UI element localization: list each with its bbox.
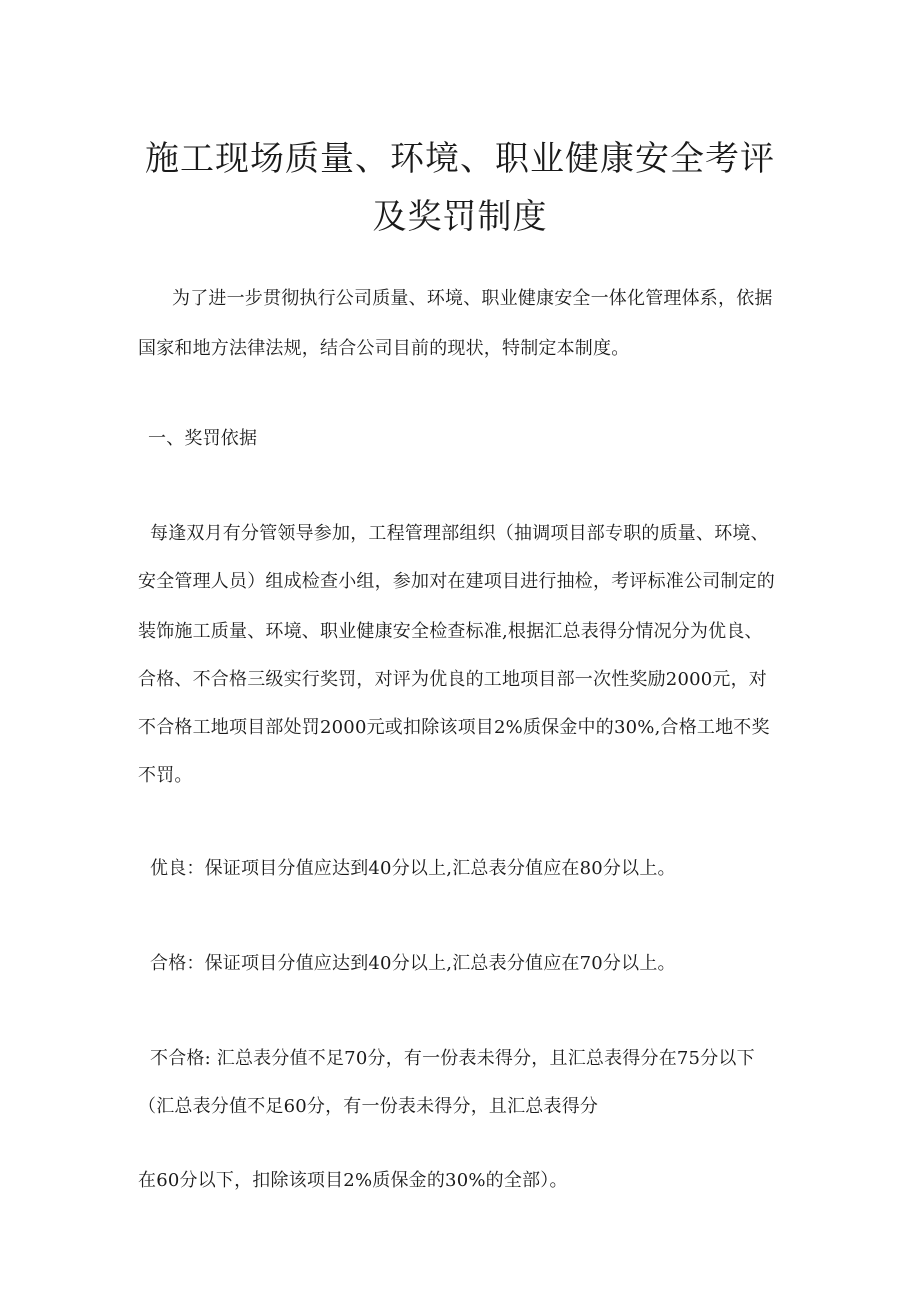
grade-fail-line-3: 在60分以下，扣除该项目2%质保金的30%的全部）。 — [138, 1170, 568, 1191]
document-title-line-2: 及奖罚制度 — [372, 197, 548, 237]
section1-body-line-3: 装饰施工质量、环境、职业健康安全检查标准,根据汇总表得分情况分为优良、 — [138, 621, 763, 642]
section1-body-line-5: 不合格工地项目部处罚2000元或扣除该项目2%质保金中的30%,合格工地不奖 — [138, 717, 770, 738]
section1-body-line-6: 不罚。 — [138, 765, 193, 786]
section1-body-line-1: 每逢双月有分管领导参加，工程管理部组织（抽调项目部专职的质量、环境、 — [150, 523, 769, 544]
grade-fail-line-1: 不合格: 汇总表分值不足70分，有一份表未得分，且汇总表得分在75分以下 — [150, 1048, 755, 1069]
grade-excellent: 优良：保证项目分值应达到40分以上,汇总表分值应在80分以上。 — [150, 858, 676, 879]
intro-line-1: 为了进一步贯彻执行公司质量、环境、职业健康安全一体化管理体系，依据 — [172, 288, 773, 309]
grade-pass: 合格：保证项目分值应达到40分以上,汇总表分值应在70分以上。 — [150, 953, 676, 974]
grade-fail-line-2: （汇总表分值不足60分，有一份表未得分，且汇总表得分 — [138, 1096, 599, 1117]
section1-body-line-2: 安全管理人员）组成检查小组，参加对在建项目进行抽检，考评标准公司制定的 — [138, 571, 775, 592]
section1-heading: 一、奖罚依据 — [148, 428, 258, 449]
document-title-line-1: 施工现场质量、环境、职业健康安全考评 — [145, 139, 775, 179]
intro-line-2: 国家和地方法律法规，结合公司目前的现状，特制定本制度。 — [138, 338, 630, 359]
section1-body-line-4: 合格、不合格三级实行奖罚，对评为优良的工地项目部一次性奖励2000元，对 — [138, 669, 768, 690]
